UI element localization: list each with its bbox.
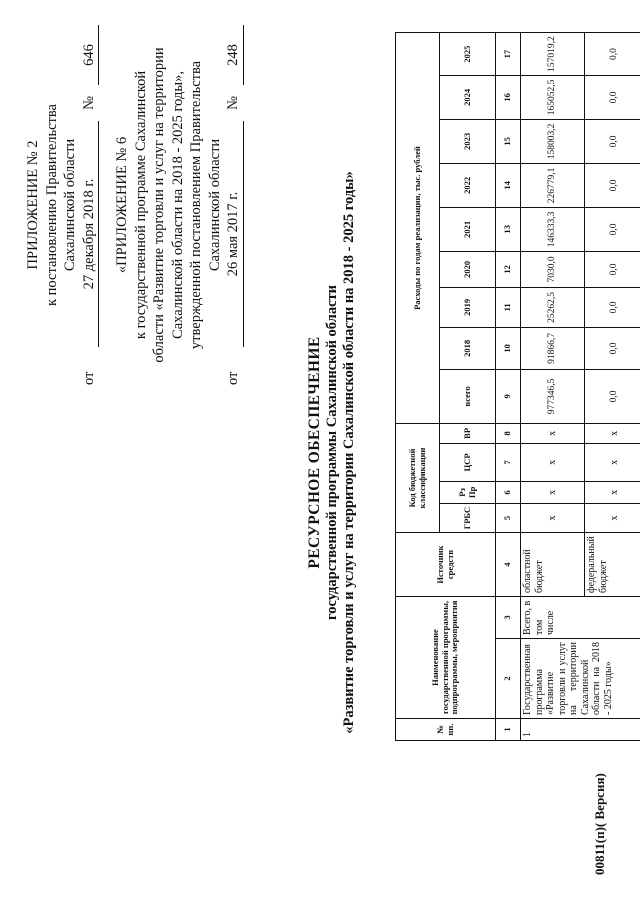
header-csr: ЦСР: [440, 443, 496, 481]
header-grbs: ГРБС: [440, 503, 496, 532]
header-total: всего: [440, 369, 496, 423]
header-num: № пп.: [396, 719, 496, 741]
row-value-2021: 0,0: [585, 207, 640, 251]
row-rzpr: х: [521, 481, 585, 503]
appendix6-line4: утвержденной постановлением Правительства: [188, 60, 205, 350]
col-number: 11: [496, 287, 521, 327]
col-number: 14: [496, 163, 521, 207]
row-value-2020: 0,0: [585, 251, 640, 287]
row-value-2025: 157019,2: [521, 33, 585, 76]
appendix6-number: 248: [224, 25, 244, 85]
footer-code: 00811(п)( Версия): [592, 773, 607, 875]
row-value-2024: 165052,5: [521, 75, 585, 119]
col-number: 17: [496, 33, 521, 76]
header-year-2025: 2025: [440, 33, 496, 76]
row-csr: х: [521, 443, 585, 481]
row-name: Государственная программа «Развитие торговли и услуг на территории Сахалинской области на 2018 - 2025 годы»: [521, 639, 640, 719]
appendix-line2: Сахалинской области: [62, 138, 79, 272]
row-value-2018: 91866,7: [521, 327, 585, 369]
header-rzpr: Рз Пр: [440, 481, 496, 503]
appendix-date-row: [80, 25, 100, 385]
col-number: 7: [496, 443, 521, 481]
row-value-2023: 158003,2: [521, 119, 585, 163]
appendix-no-label: №: [80, 96, 97, 110]
appendix-line1: к постановлению Правительства: [43, 104, 60, 306]
header-year-2021: 2021: [440, 207, 496, 251]
row-vr: х: [521, 423, 585, 443]
col-number: 1: [496, 719, 521, 741]
row-value-2025: 0,0: [585, 33, 640, 76]
header-year-2022: 2022: [440, 163, 496, 207]
title-line2: государственной программы Сахалинской области: [324, 285, 340, 621]
col-number: 16: [496, 75, 521, 119]
row-value-2024: 0,0: [585, 75, 640, 119]
row-rzpr: х: [585, 481, 640, 503]
appendix-number: 646: [80, 25, 100, 85]
row-value-2020: 7030,0: [521, 251, 585, 287]
row-value-2019: 0,0: [585, 287, 640, 327]
col-number: 6: [496, 481, 521, 503]
appendix6-line2: области «Развитие торговли и услуг на территории: [151, 47, 168, 363]
appendix6-line1: к государственной программе Сахалинской: [132, 70, 149, 340]
appendix6-ot: от: [225, 371, 242, 385]
appendix6-line3: Сахалинской области на 2018 - 2025 годы»,: [169, 71, 186, 339]
header-year-2019: 2019: [440, 287, 496, 327]
title-line3: «Развитие торговли и услуг на территории Сахалинской области на 2018 - 2025 годы»: [341, 171, 357, 734]
document-title: [306, 0, 358, 905]
header-budget-code: Код бюджетной классификации: [396, 423, 440, 532]
appendix6-line5: Сахалинской области: [206, 138, 223, 272]
appendix-title: ПРИЛОЖЕНИЕ № 2: [25, 140, 41, 270]
header-source: Источник средств: [396, 533, 496, 597]
col-number: 8: [496, 423, 521, 443]
header-expenses: Расходы по годам реализации, тыс. рублей: [396, 33, 440, 424]
appendix-date: 27 декабря 2018 г.: [80, 121, 100, 347]
appendix6-date: 26 мая 2017 г.: [224, 121, 244, 347]
row-value-2022: 226779,1: [521, 163, 585, 207]
row-value-2021: 146333,3: [521, 207, 585, 251]
row-source: федеральный бюджет: [585, 533, 640, 597]
header-year-2024: 2024: [440, 75, 496, 119]
appendix6-date-row: [224, 25, 244, 385]
appendix-ot: от: [80, 371, 97, 385]
col-number: 4: [496, 533, 521, 597]
appendix-header: [24, 25, 244, 385]
row-scope: Всего, в том числе: [521, 597, 640, 639]
header-year-2020: 2020: [440, 251, 496, 287]
col-number: 15: [496, 119, 521, 163]
row-value-2022: 0,0: [585, 163, 640, 207]
col-number: 10: [496, 327, 521, 369]
header-name: Наименование государственной программы, подпрограммы, мероприятия: [396, 597, 496, 719]
row-value-2019: 25262,5: [521, 287, 585, 327]
row-grbs: х: [585, 503, 640, 532]
row-vr: х: [585, 423, 640, 443]
column-number-row: [496, 33, 521, 741]
appendix6-no-label: №: [225, 96, 242, 110]
row-source: областной бюджет: [521, 533, 585, 597]
col-number: 2: [496, 639, 521, 719]
header-vr: ВР: [440, 423, 496, 443]
col-number: 9: [496, 369, 521, 423]
table-row: [521, 33, 585, 741]
title-line1: РЕСУРСНОЕ ОБЕСПЕЧЕНИЕ: [306, 336, 323, 569]
col-number: 12: [496, 251, 521, 287]
resource-table: [395, 32, 640, 741]
col-number: 3: [496, 597, 521, 639]
header-year-2023: 2023: [440, 119, 496, 163]
row-value-2018: 0,0: [585, 327, 640, 369]
row-grbs: х: [521, 503, 585, 532]
row-total: 977346,5: [521, 369, 585, 423]
row-num: 1: [521, 719, 640, 741]
appendix6-title: «ПРИЛОЖЕНИЕ № 6: [114, 136, 131, 274]
row-value-2023: 0,0: [585, 119, 640, 163]
row-total: 0,0: [585, 369, 640, 423]
header-year-2018: 2018: [440, 327, 496, 369]
col-number: 13: [496, 207, 521, 251]
col-number: 5: [496, 503, 521, 532]
row-csr: х: [585, 443, 640, 481]
